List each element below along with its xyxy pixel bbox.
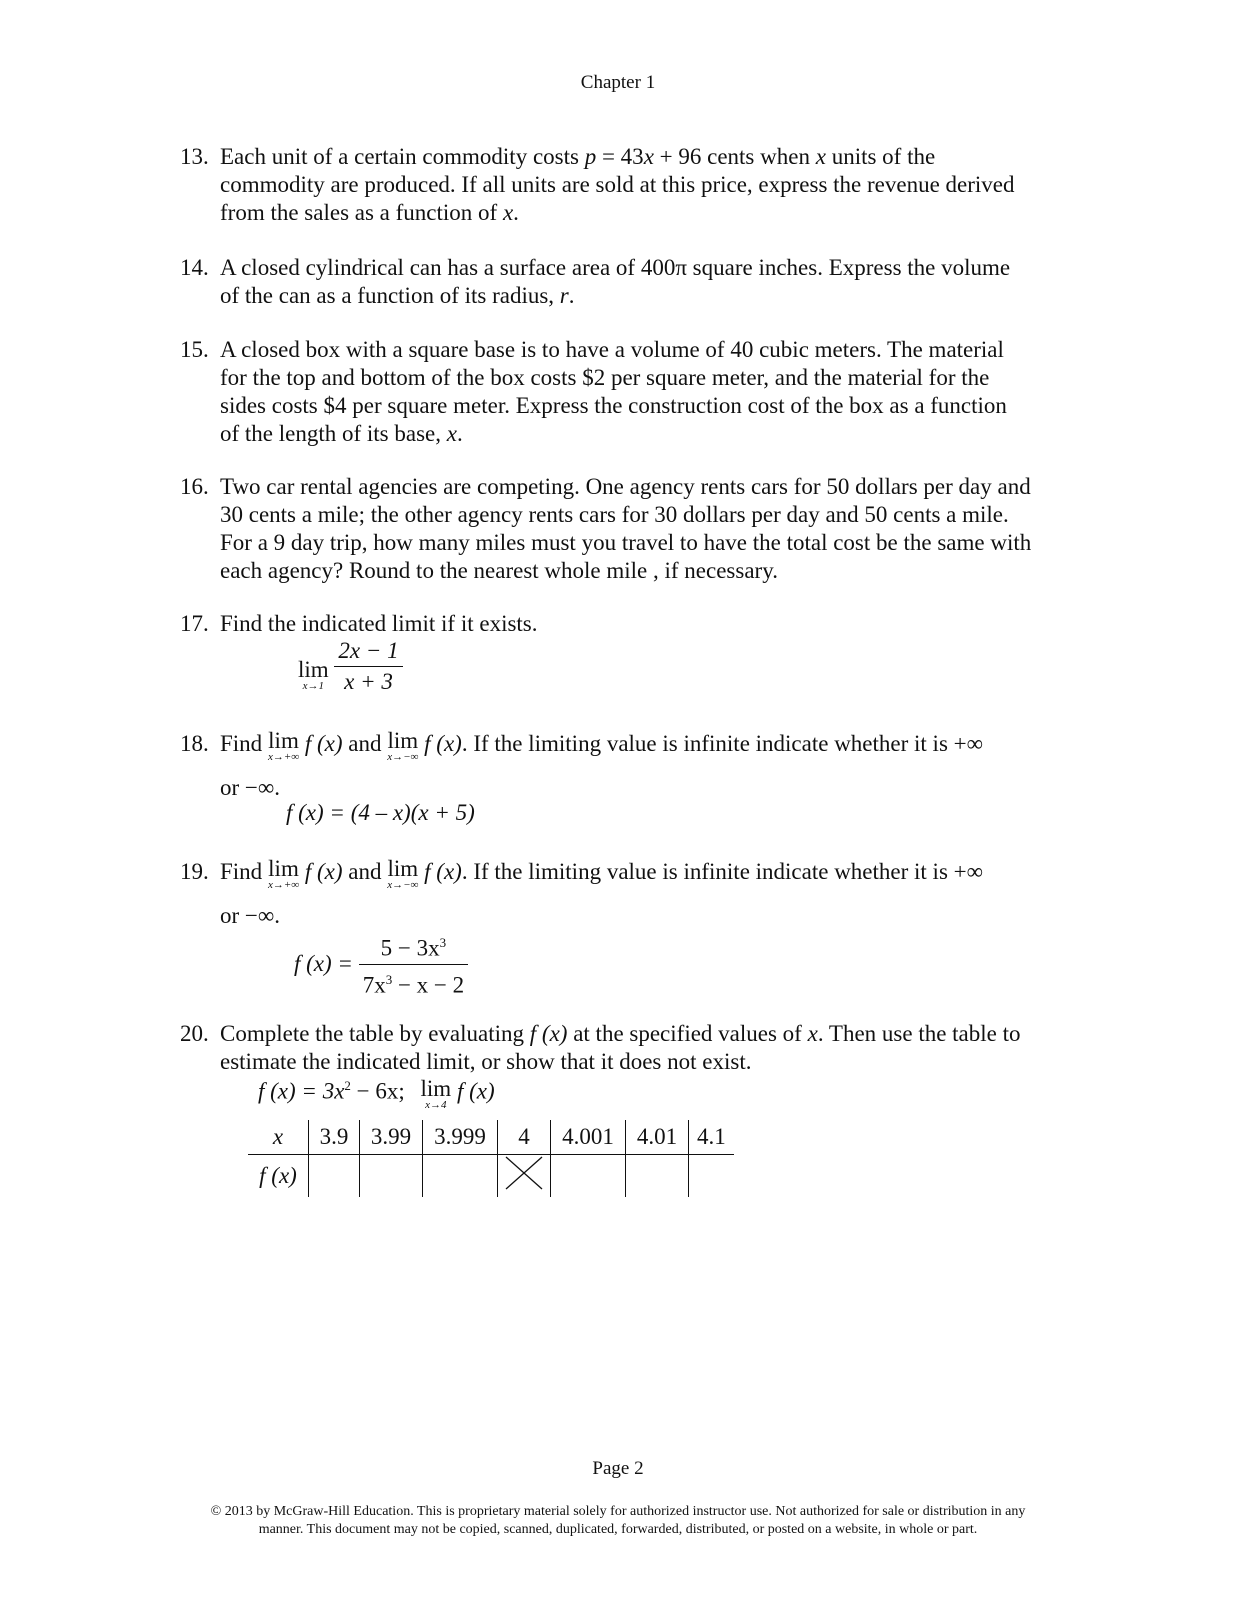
question-18-line-2: or −∞. bbox=[220, 775, 281, 800]
question-line: Find lim x→+∞ f (x) and lim x→−∞ f (x). If the limiting value is infinite indicate whether it is +∞ bbox=[220, 856, 984, 891]
table-header-x: x bbox=[248, 1120, 309, 1155]
table-cell: 4.01 bbox=[626, 1120, 689, 1155]
question-number: 17. bbox=[180, 611, 209, 636]
table-header-fx: f (x) bbox=[259, 1163, 297, 1188]
question-line: For a 9 day trip, how many miles must you travel to have the total cost be the same with bbox=[220, 530, 1032, 555]
question-number: 13. bbox=[180, 144, 209, 169]
question-line: sides costs $4 per square meter. Express the construction cost of the box as a function bbox=[220, 393, 1007, 418]
question-line: of the length of its base, x. bbox=[220, 421, 463, 446]
table-row bbox=[248, 1155, 734, 1198]
function-definition: f (x) = (4 – x)(x + 5) bbox=[286, 800, 475, 825]
table-row bbox=[248, 1120, 734, 1155]
values-table bbox=[248, 1120, 734, 1197]
question-19-line-2: or −∞. bbox=[220, 903, 281, 928]
cross-mark-icon bbox=[498, 1155, 550, 1191]
question-20 bbox=[180, 1020, 1080, 1076]
question-number: 18. bbox=[180, 731, 209, 756]
question-14 bbox=[180, 254, 1080, 310]
answer-cell[interactable] bbox=[360, 1155, 423, 1198]
chapter-header: Chapter 1 bbox=[580, 72, 656, 93]
question-17 bbox=[180, 610, 1080, 638]
fraction: $\frac{5 - 3x^3}{7x^3 - x - 2}$ bbox=[359, 928, 468, 1000]
question-18 bbox=[180, 730, 1070, 763]
function-and-limit: f $(x) = 3x^2 - 6x$; lim x→4 f (x) bbox=[258, 1076, 495, 1111]
table-cell: 3.9 bbox=[309, 1120, 360, 1155]
copyright-notice: © 2013 by McGraw-Hill Education. This is proprietary material solely for authorized instructor use. Not authorized for sale or distribution in any manner. This document may not be copied, scanned, duplicated, forwarded, distributed, or posted on a website, in whole or part. bbox=[210, 1504, 1026, 1537]
limit-operator: lim x→1 bbox=[298, 657, 329, 692]
answer-cell[interactable] bbox=[423, 1155, 498, 1198]
question-number: 15. bbox=[180, 337, 209, 362]
question-number: 14. bbox=[180, 255, 209, 280]
question-number: 16. bbox=[180, 474, 209, 499]
question-19 bbox=[180, 858, 1070, 891]
answer-cell[interactable] bbox=[689, 1155, 734, 1198]
answer-cell[interactable] bbox=[309, 1155, 360, 1198]
question-number: 19. bbox=[180, 859, 209, 884]
question-line: Each unit of a certain commodity costs p = 43x + 96 cents when x units of the bbox=[220, 144, 936, 169]
page-number: Page 2 bbox=[592, 1458, 644, 1479]
question-line: Find lim x→+∞ f (x) and lim x→−∞ f (x). If the limiting value is infinite indicate whether it is +∞ bbox=[220, 728, 984, 763]
question-number: 20. bbox=[180, 1021, 209, 1046]
question-line: A closed cylindrical can has a surface area of 400π square inches. Express the volume bbox=[220, 255, 1011, 280]
crossed-out-cell bbox=[498, 1155, 551, 1198]
question-line: 30 cents a mile; the other agency rents cars for 30 dollars per day and 50 cents a mile. bbox=[220, 502, 1009, 527]
question-line: Find the indicated limit if it exists. bbox=[220, 611, 538, 636]
question-line: commodity are produced. If all units are sold at this price, express the revenue derived bbox=[220, 172, 1015, 197]
table-cell: 3.999 bbox=[423, 1120, 498, 1155]
question-13 bbox=[180, 143, 1080, 227]
question-line: for the top and bottom of the box costs $2 per square meter, and the material for the bbox=[220, 365, 990, 390]
table-cell: 4 bbox=[498, 1120, 551, 1155]
question-line: of the can as a function of its radius, r. bbox=[220, 283, 575, 308]
question-16 bbox=[180, 473, 1080, 585]
question-line: estimate the indicated limit, or show that it does not exist. bbox=[220, 1049, 752, 1074]
answer-cell[interactable] bbox=[626, 1155, 689, 1198]
table-cell: 4.001 bbox=[551, 1120, 626, 1155]
answer-cell[interactable] bbox=[551, 1155, 626, 1198]
question-line: Two car rental agencies are competing. One agency rents cars for 50 dollars per day and bbox=[220, 474, 1031, 499]
question-15 bbox=[180, 336, 1080, 448]
question-line: Complete the table by evaluating f (x) at the specified values of x. Then use the table to bbox=[220, 1021, 1021, 1046]
question-line: from the sales as a function of x. bbox=[220, 200, 519, 225]
fraction: $\frac{2x - 1}{x + 3}$ bbox=[334, 636, 402, 697]
question-line: A closed box with a square base is to have a volume of 40 cubic meters. The material bbox=[220, 337, 1004, 362]
question-line: each agency? Round to the nearest whole mile , if necessary. bbox=[220, 558, 778, 583]
table-cell: 4.1 bbox=[689, 1120, 734, 1155]
limit-expression bbox=[298, 636, 403, 697]
table-cell: 3.99 bbox=[360, 1120, 423, 1155]
function-definition: f (x) = $\frac{5 - 3x^3}{7x^3 - x - 2}$ bbox=[294, 928, 468, 1000]
